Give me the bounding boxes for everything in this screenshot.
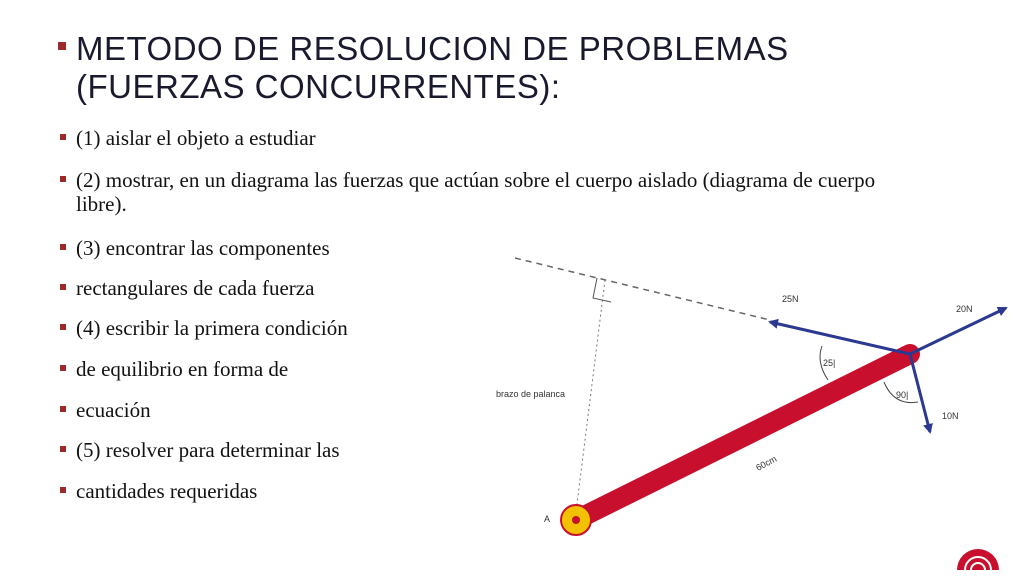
bullet-icon	[60, 134, 66, 140]
list-item: rectangulares de cada fuerza	[60, 276, 880, 300]
title-line-1: METODO DE RESOLUCION DE PROBLEMAS	[76, 30, 789, 67]
right-angle-icon	[593, 278, 611, 302]
force-diagram	[480, 230, 1020, 550]
title-bullet-icon	[58, 42, 66, 50]
list-item: ecuación	[60, 398, 880, 422]
beam	[578, 354, 910, 519]
list-item: (5) resolver para determinar las	[60, 438, 880, 462]
label-20n: 20N	[956, 304, 973, 314]
slide-title	[58, 30, 958, 106]
label-lever-arm: brazo de palanca	[496, 389, 566, 399]
bullet-icon	[60, 284, 66, 290]
force-arrow-25n	[770, 322, 910, 354]
list-item: (3) encontrar las componentes	[60, 236, 880, 260]
list-item: (4) escribir la primera condición	[60, 316, 880, 340]
bullet-icon	[60, 406, 66, 412]
bullet-icon	[60, 324, 66, 330]
line-of-action	[515, 258, 770, 320]
list-item: (1) aislar el objeto a estudiar	[60, 126, 880, 150]
list-item: de equilibrio en forma de	[60, 357, 880, 381]
label-10n: 10N	[942, 411, 959, 421]
force-arrow-20n	[910, 308, 1006, 354]
title-line-2: (FUERZAS CONCURRENTES):	[76, 68, 561, 105]
pivot-center	[572, 516, 580, 524]
label-length: 60cm	[754, 453, 779, 473]
list-item: (2) mostrar, en un diagrama las fuerzas que actúan sobre el cuerpo aislado (diagrama de cuerpo libre).	[60, 168, 880, 216]
corner-logo-icon	[955, 540, 1001, 570]
bullet-icon	[60, 446, 66, 452]
bullet-icon	[60, 244, 66, 250]
bullet-icon	[60, 487, 66, 493]
label-angle-25: 25|	[823, 358, 836, 368]
label-25n: 25N	[782, 294, 799, 304]
force-arrow-10n	[910, 354, 930, 432]
label-angle-90: 90|	[896, 390, 909, 400]
bullet-icon	[60, 176, 66, 182]
list-item: cantidades requeridas	[60, 479, 880, 503]
lever-arm-line	[575, 280, 605, 520]
label-pivot: A	[544, 514, 551, 524]
bullet-icon	[60, 365, 66, 371]
